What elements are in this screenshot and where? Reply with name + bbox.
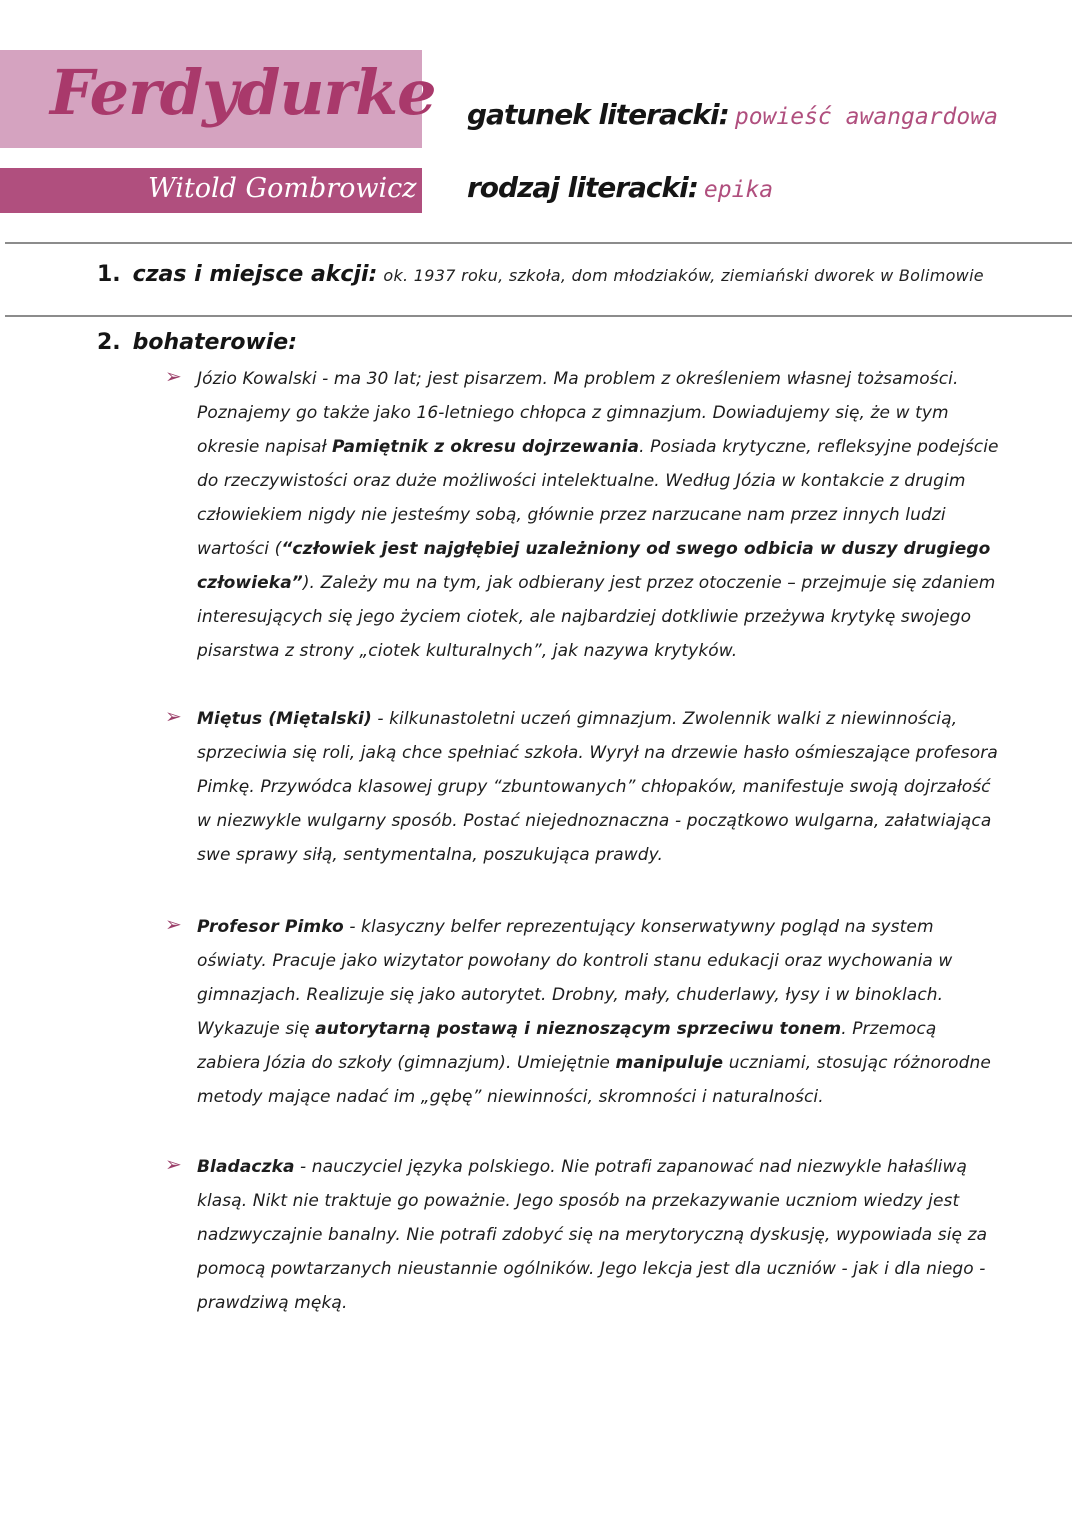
emphasized-text: Bladaczka (197, 1157, 295, 1177)
document-title: Ferdydurke (50, 56, 436, 129)
divider-middle (5, 315, 1072, 317)
arrow-bullet-icon: ➢ (165, 704, 182, 728)
body-text: . Posiada krytyczne, refleksyjne podejście do rzeczywistości oraz duże możliwości intelektualne. Według Józia w kontakcie z drugim człowiekiem nigdy nie jesteśmy sobą, głównie przez narzucane nam przez innych ludzi wartości ( (197, 437, 999, 559)
section-number: 1. (97, 262, 121, 287)
body-text: uczniami, stosując różnorodne metody mające nadać im „gębę” niewinności, skromności i naturalności. (197, 1053, 991, 1107)
character-entry (165, 1150, 1005, 1320)
character-entry (165, 910, 1005, 1114)
character-description (197, 1150, 1005, 1320)
arrow-bullet-icon: ➢ (165, 1152, 182, 1176)
section-label: bohaterowie: (132, 330, 298, 355)
character-description (197, 702, 1005, 872)
body-text: - nauczyciel języka polskiego. Nie potrafi zapanować nad niezwykle hałaśliwą klasą. Nikt nie traktuje go poważnie. Jego sposób na przekazywanie uczniom wiedzy jest nadzwyczajnie banalny. Nie potrafi zdobyć się na merytoryczną dyskusję, wypowiada się za pomocą powtarzanych nieustannie ogólników. Jego lekcja jest dla uczniów - jak i dla niego - prawdziwą męką. (197, 1157, 988, 1313)
emphasized-text: autorytarną postawą i nieznoszącym sprzeciwu tonem (315, 1019, 842, 1039)
body-text: - kilkunastoletni uczeń gimnazjum. Zwolennik walki z niewinnością, sprzeciwia się roli, jaką chce spełniać szkoła. Wyrył na drzewie hasło ośmieszające profesora Pimkę. Przywódca klasowej grupy “zbuntowanych” chłopaków, manifestuje swoją dojrzałość w niezwykle wulgarny sposób. Postać niejednoznaczna - początkowo wulgarna, załatwiająca swe sprawy siłą, sentymentalna, poszukująca prawdy. (197, 709, 998, 865)
kind-value: epika (703, 177, 774, 203)
section-value: ok. 1937 roku, szkoła, dom młodziaków, ziemiański dworek w Bolimowie (383, 266, 984, 285)
divider-top (5, 242, 1072, 244)
emphasized-text: Profesor Pimko (197, 917, 344, 937)
genre-label: gatunek literacki: (467, 98, 729, 131)
section-characters (97, 330, 297, 355)
character-description (197, 362, 1005, 668)
character-entry (165, 702, 1005, 872)
emphasized-text: “człowiek jest najgłębiej uzależniony od swego odbicia w duszy drugiego człowieka” (197, 539, 991, 593)
character-description (197, 910, 1005, 1114)
body-text: . Przemocą zabiera Józia do szkoły (gimnazjum). Umiejętnie (197, 1019, 937, 1073)
section-time-place (97, 262, 984, 287)
section-label: czas i miejsce akcji: (132, 262, 378, 287)
genre-line (467, 98, 998, 131)
character-entry (165, 362, 1005, 668)
body-text: Józio Kowalski - ma 30 lat; jest pisarzem. Ma problem z określeniem własnej tożsamości. Poznajemy go także jako 16-letniego chłopca z gimnazjum. Dowiadujemy się, że w tym okresie napisał (197, 369, 959, 457)
kind-label: rodzaj literacki: (467, 171, 698, 204)
body-text: - klasyczny belfer reprezentujący konserwatywny pogląd na system oświaty. Pracuje jako wizytator powołany do kontroli stanu edukacji oraz wychowania w gimnazjach. Realizuje się jako autorytet. Drobny, mały, chuderlawy, łysy i w binoklach. Wykazuje się (197, 917, 953, 1039)
genre-value: powieść awangardowa (734, 104, 998, 130)
kind-line (467, 171, 773, 204)
arrow-bullet-icon: ➢ (165, 912, 182, 936)
author-name: Witold Gombrowicz (148, 173, 417, 204)
arrow-bullet-icon: ➢ (165, 364, 182, 388)
section-number: 2. (97, 330, 121, 355)
emphasized-text: Pamiętnik z okresu dojrzewania (332, 437, 640, 457)
body-text: ). Zależy mu na tym, jak odbierany jest przez otoczenie – przejmuje się zdaniem interesujących się jego życiem ciotek, ale najbardziej dotkliwie przeżywa krytykę swojego pisarstwa z strony „ciotek kulturalnych”, jak nazywa krytyków. (197, 573, 996, 661)
emphasized-text: Miętus (Miętalski) (197, 709, 372, 729)
emphasized-text: manipuluje (615, 1053, 724, 1073)
